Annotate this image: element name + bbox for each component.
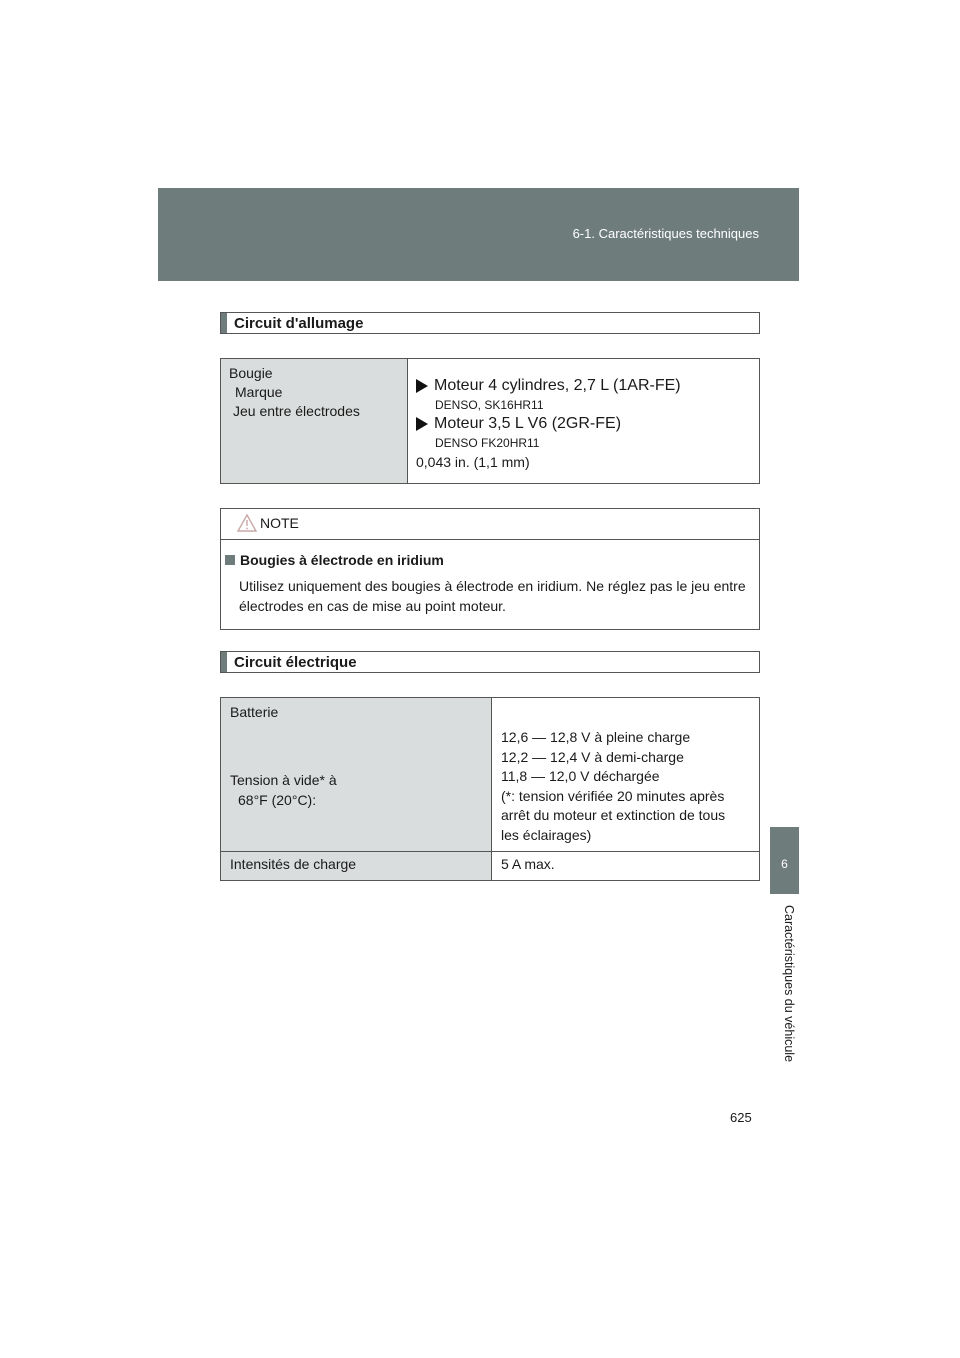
charge-current-value: 5 A max. — [492, 852, 760, 881]
voltage-label: Tension à vide* à — [230, 772, 337, 788]
warning-icon — [237, 514, 257, 532]
arrow-icon — [416, 379, 428, 393]
battery-value-cell — [492, 698, 760, 852]
chapter-label: Caractéristiques du véhicule — [782, 905, 796, 1063]
ignition-title-text: Circuit d'allumage — [234, 315, 364, 332]
voltage-full-charge: 12,6 — 12,8 V à pleine charge — [501, 729, 691, 745]
electrical-table — [220, 697, 760, 881]
voltage-discharged: 11,8 — 12,0 V déchargée — [501, 768, 660, 784]
note-title: NOTE — [260, 515, 299, 531]
breadcrumb: 6-1. Caractéristiques techniques — [572, 226, 759, 241]
ignition-table — [220, 358, 760, 484]
voltage-note-line: arrêt du moteur et extinction de tous — [501, 807, 726, 823]
voltage-temp-label: 68°F (20°C): — [238, 792, 317, 808]
chapter-number: 6 — [781, 857, 788, 871]
arrow-icon — [416, 417, 428, 431]
brand-label: Marque — [235, 384, 283, 400]
gap-label: Jeu entre électrodes — [233, 403, 360, 419]
note-box — [220, 508, 760, 630]
battery-label: Batterie — [230, 704, 279, 720]
note-subtitle: Bougies à électrode en iridium — [225, 552, 444, 568]
electrical-section-title — [220, 651, 760, 673]
title-accent-bar — [221, 652, 227, 672]
ignition-section-title — [220, 312, 760, 334]
brand-2: DENSO FK20HR11 — [435, 436, 540, 450]
square-bullet-icon — [225, 555, 235, 565]
engine-1: Moteur 4 cylindres, 2,7 L (1AR-FE) — [416, 377, 751, 395]
electrical-title-text: Circuit électrique — [234, 654, 357, 671]
engine-2: Moteur 3,5 L V6 (2GR-FE) — [416, 415, 751, 433]
note-body: Utilisez uniquement des bougies à électrode en iridium. Ne réglez pas le jeu entre électrodes en cas de mise au point moteur. — [239, 578, 746, 614]
title-accent-bar — [221, 313, 227, 333]
voltage-note-line: (*: tension vérifiée 20 minutes après — [501, 787, 725, 804]
table-row — [221, 359, 760, 484]
chapter-header — [158, 188, 799, 281]
table-row — [221, 698, 760, 852]
spark-plug-label-cell — [221, 359, 408, 484]
spark-plug-label: Bougie — [229, 365, 273, 381]
table-row — [221, 852, 760, 881]
gap-value: 0,043 in. (1,1 mm) — [416, 454, 530, 470]
page-number: 625 — [730, 1110, 752, 1125]
battery-label-cell — [221, 698, 492, 852]
voltage-half-charge: 12,2 — 12,4 V à demi-charge — [501, 748, 684, 765]
spark-plug-value-cell — [408, 359, 760, 484]
charge-current-label: Intensités de charge — [221, 852, 492, 881]
chapter-tab — [770, 827, 799, 894]
voltage-note-line: les éclairages) — [501, 826, 592, 843]
brand-1: DENSO, SK16HR11 — [435, 398, 544, 412]
note-header — [221, 509, 759, 540]
